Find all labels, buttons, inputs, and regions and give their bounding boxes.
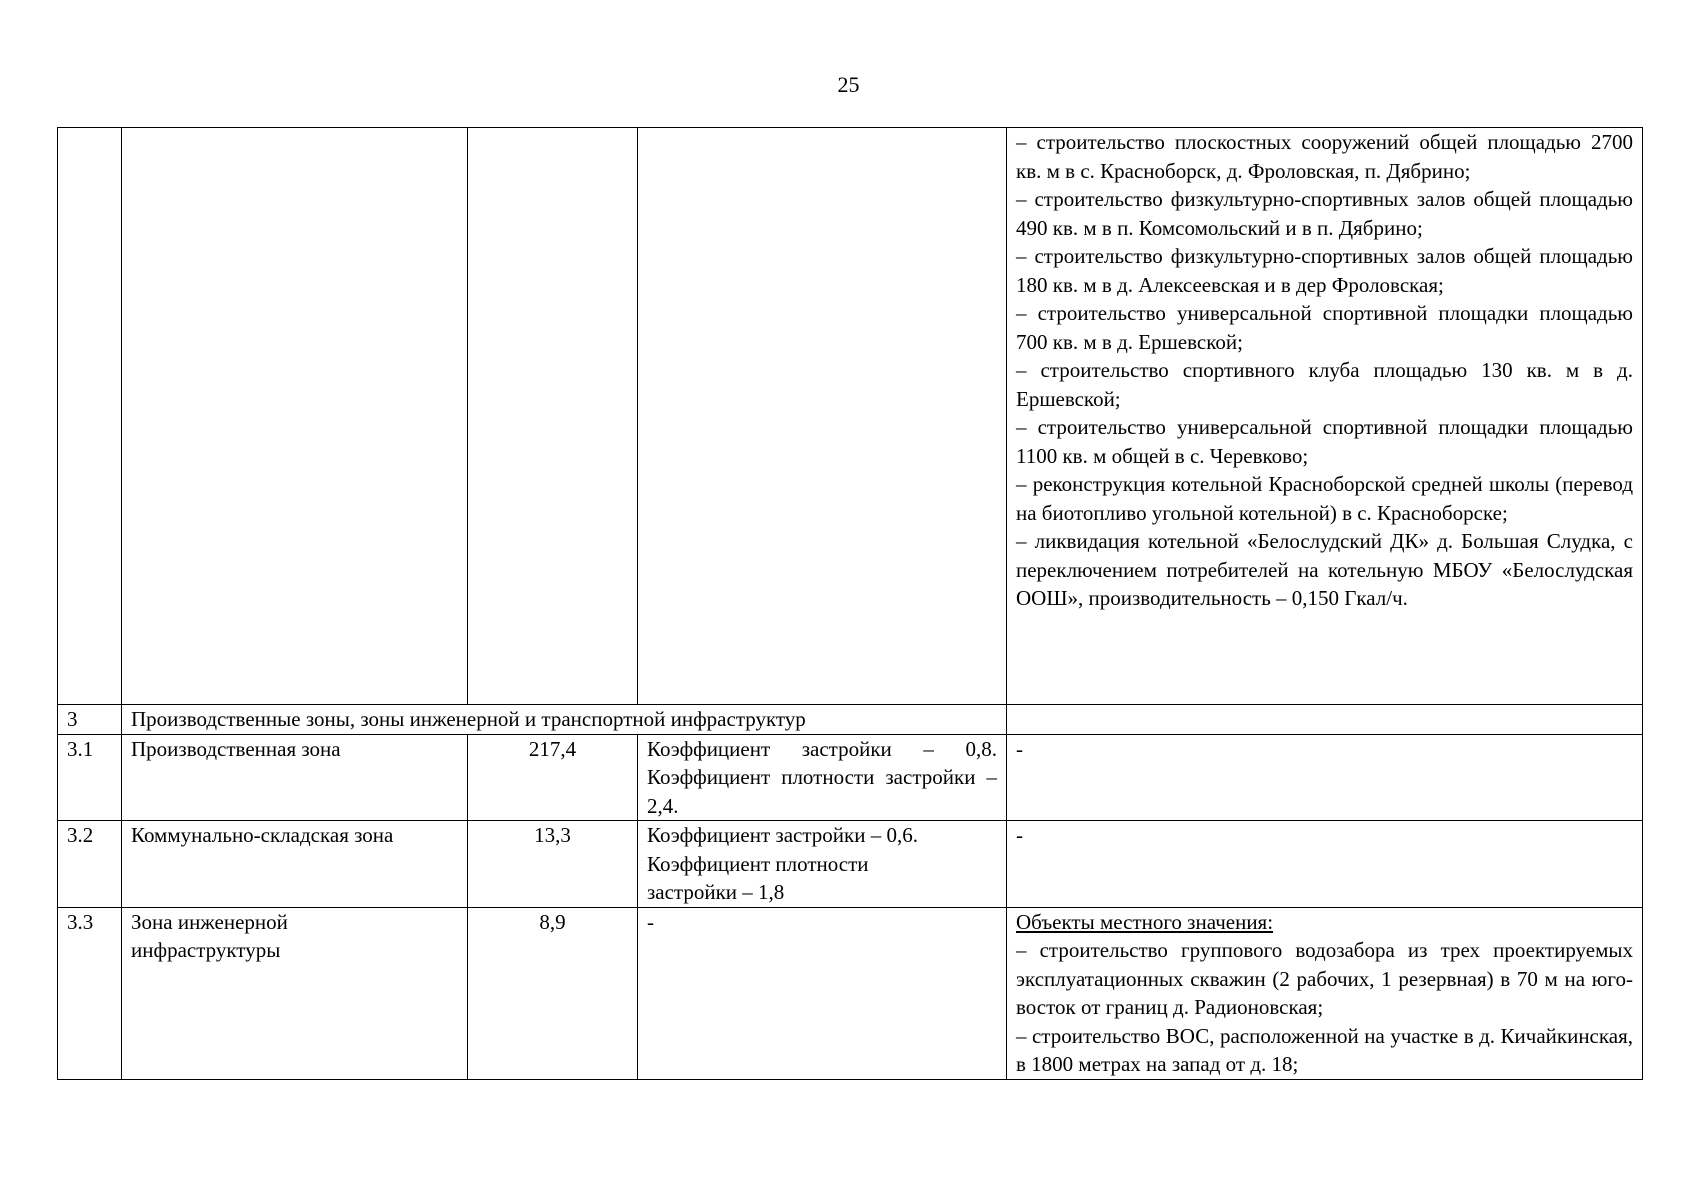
table-cell-objects (1007, 907, 1643, 1079)
params-line: Коэффициент застройки – 0,6. (647, 823, 918, 847)
table-row-continued (58, 128, 1643, 705)
table-cell-area: 13,3 (468, 821, 638, 908)
zones-table (57, 127, 1643, 1080)
table-cell-objects: - (1007, 734, 1643, 821)
params-line: Коэффициент плотности застройки – 1,8 (647, 851, 869, 904)
list-item: – строительство универсальной спортивной площадки площадью 700 кв. м в д. Ершевской; (1016, 301, 1633, 354)
list-item: – строительство группового водозабора из трех проектируемых эксплуатационных скважин (2 рабочих, 1 резервная) в 70 м на юго-восток от границ д. Радионовская; (1016, 938, 1633, 1019)
table-cell-num: 3.3 (58, 907, 122, 1079)
table-cell-objects (1007, 705, 1643, 735)
table-cell-params: - (638, 907, 1007, 1079)
table-cell-area (468, 128, 638, 705)
table-cell-params (638, 128, 1007, 705)
list-item: – ликвидация котельной «Белослудский ДК» д. Большая Слудка, с переключением потребителей на котельную МБОУ «Белослудская ООШ», производительность – 0,150 Гкал/ч. (1016, 529, 1633, 610)
table-cell-name: Коммунально-складская зона (122, 821, 468, 908)
list-item: – реконструкция котельной Красноборской средней школы (перевод на биотопливо угольной котельной) в с. Красноборске; (1016, 472, 1633, 525)
name-line: Зона инженерной (131, 909, 288, 934)
table-cell-name: Производственная зона (122, 734, 468, 821)
list-item: – строительство физкультурно-спортивных залов общей площадью 490 кв. м в п. Комсомольский и в п. Дябрино; (1016, 187, 1633, 240)
table-row-3-2 (58, 821, 1643, 908)
table-cell-num: 3.1 (58, 734, 122, 821)
table-row-3-1 (58, 734, 1643, 821)
table-cell-params (638, 821, 1007, 908)
page-number: 25 (837, 72, 860, 97)
table-row-3-3 (58, 907, 1643, 1079)
table-cell-num: 3 (58, 705, 122, 735)
objects-heading: Объекты местного значения: (1016, 909, 1274, 934)
table-cell-name (122, 128, 468, 705)
table-cell-params: Коэффициент застройки – 0,8. Коэффициент плотности застройки – 2,4. (638, 734, 1007, 821)
name-line: инфраструктуры (131, 938, 281, 962)
list-item: – строительство спортивного клуба площадью 130 кв. м в д. Ершевской; (1016, 358, 1633, 411)
list-item: – строительство ВОС, расположенной на участке в д. Кичайкинская, в 1800 метрах на запад от д. 18; (1016, 1023, 1633, 1076)
table-cell-area: 217,4 (468, 734, 638, 821)
list-item: – строительство физкультурно-спортивных залов общей площадью 180 кв. м в д. Алексеевская и в дер Фроловская; (1016, 244, 1633, 297)
section-title: Производственные зоны, зоны инженерной и транспортной инфраструктур (122, 705, 1007, 735)
table-cell-name (122, 907, 468, 1079)
table-cell-objects (1007, 128, 1643, 705)
table-cell-objects: - (1007, 821, 1643, 908)
table-cell-num: 3.2 (58, 821, 122, 908)
table-cell-num (58, 128, 122, 705)
list-item: – строительство универсальной спортивной площадки площадью 1100 кв. м общей в с. Черевково; (1016, 415, 1633, 468)
table-row-section-3 (58, 705, 1643, 735)
table-cell-area: 8,9 (468, 907, 638, 1079)
list-item: – строительство плоскостных сооружений общей площадью 2700 кв. м в с. Красноборск, д. Фроловская, п. Дябрино; (1016, 130, 1633, 183)
